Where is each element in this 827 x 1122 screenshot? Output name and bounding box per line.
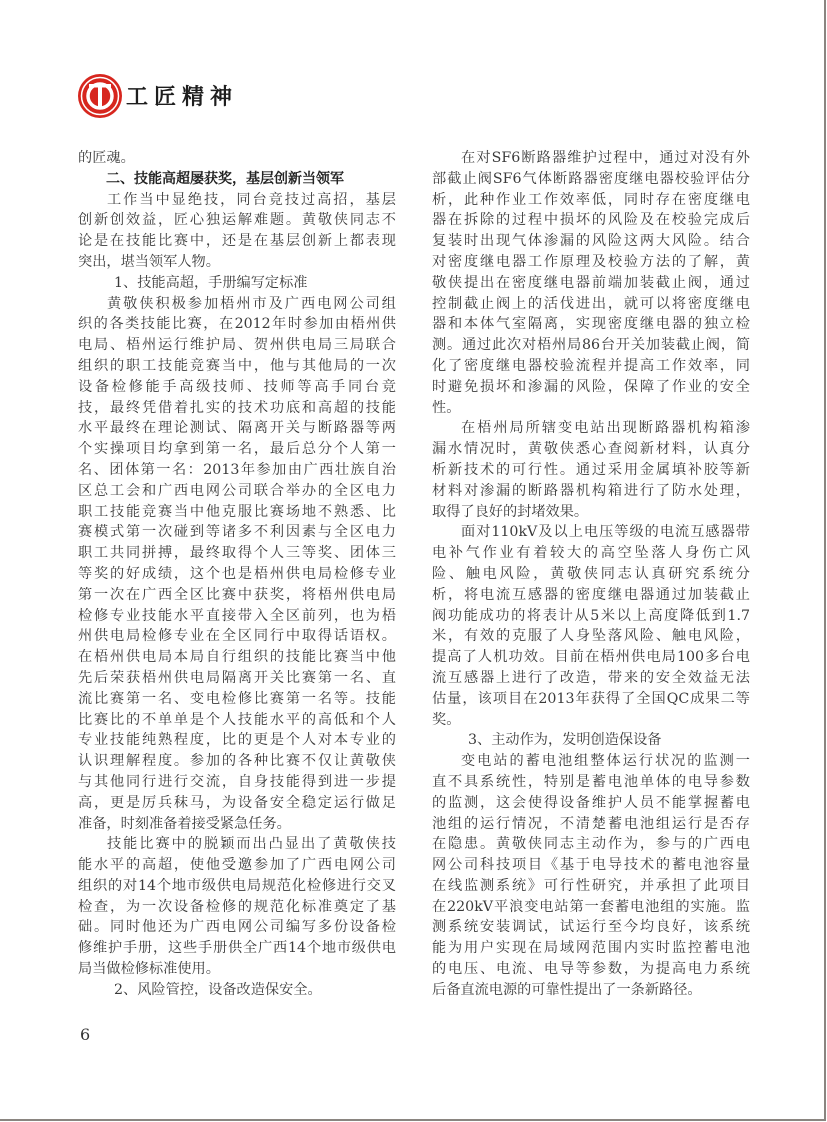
text-line: 创新创效益，匠心独运解难题。黄敬侠同志不: [78, 212, 396, 229]
text-line: 复装时出现气体渗漏的风险这两大风险。结合: [432, 233, 750, 250]
subsection-heading: 1、技能高超，手册编写定标准: [114, 274, 308, 291]
text-line: 能水平的高超，使他受邀参加了广西电网公司: [78, 857, 396, 874]
text-line: 提高了人机功效。目前在梧州供电局100多台电: [432, 649, 750, 666]
text-line: 器和本体气室隔离，实现密度继电器的独立检: [432, 316, 750, 333]
text-line: 组织的职工技能竞赛当中，他与其他局的一次: [78, 357, 396, 374]
left-column: [78, 148, 396, 1001]
text-line: 赛模式第一次碰到等诸多不利因素与全区电力: [78, 524, 396, 541]
text-line: 专业技能纯熟程度，比的更是个人对本专业的: [78, 732, 396, 749]
text-line: 工作当中显绝技，同台竞技过高招，基层: [107, 191, 396, 208]
text-line: 析新技术的可行性。通过采用金属填补胶等新: [432, 461, 750, 478]
text-line: 器在拆除的过程中损坏的风险及在校验完成后: [432, 212, 750, 229]
text-line: 的电压、电流、电导等参数，为提高电力系统: [432, 961, 750, 978]
text-line: 电局、梧州运行维护局、贺州供电局三局联合: [78, 337, 396, 354]
text-line: 流比赛第一名、变电检修比赛第一名等。技能: [78, 690, 396, 707]
text-line: 先后荣获梧州供电局隔离开关比赛第一名、直: [78, 669, 396, 686]
text-line: 技能比赛中的脱颖而出凸显出了黄敬侠技: [107, 836, 396, 853]
text-line: 的匠魂。: [78, 150, 135, 166]
union-emblem-icon: [77, 73, 123, 119]
text-line: 性。: [432, 399, 461, 416]
text-line: 区总工会和广西电网公司联合举办的全区电力: [78, 482, 396, 499]
text-line: 网公司科技项目《基于电导技术的蓄电池容量: [432, 857, 750, 874]
text-line: 测系统安装调试，试运行至今均良好，该系统: [432, 919, 750, 936]
text-line: 在隐患。黄敬侠同志主动作为，参与的广西电: [432, 836, 750, 853]
text-line: 在梧州局所辖变电站出现断路器机构箱渗: [461, 420, 750, 437]
text-line: 析，此种作业工作效率低，同时存在密度继电: [432, 191, 750, 208]
text-line: 与其他同行进行交流，自身技能得到进一步提: [78, 773, 396, 790]
section-heading: 二、技能高超屡获奖，基层创新当领军: [106, 170, 344, 187]
text-line: 突出，堪当领军人物。: [78, 253, 220, 270]
text-line: 检修专业技能水平直接带入全区前列，也为梧: [78, 607, 396, 624]
text-line: 个实操项目均拿到第一名，最后总分个人第一: [78, 441, 396, 458]
text-line: 认识理解程度。参加的各种比赛不仅让黄敬侠: [78, 753, 396, 770]
text-line: 面对110kV及以上电压等级的电流互感器带: [461, 524, 750, 541]
text-line: 设备检修能手高级技师、技师等高手同台竞: [78, 378, 396, 395]
text-line: 测。通过此次对梧州局86台开关加装截止阀，简: [432, 337, 750, 354]
text-line: 局当做检修标准使用。: [78, 961, 220, 978]
text-line: 等奖的好成绩，这个也是梧州供电局检修专业: [78, 565, 396, 582]
text-line: 比赛比的不单单是个人技能水平的高低和个人: [78, 711, 396, 728]
text-line: 准备，时刻准备着接受紧急任务。: [78, 815, 291, 832]
text-line: 织的各类技能比赛，在2012年时参加由梧州供: [78, 316, 396, 333]
text-line: 在线监测系统》可行性研究，并承担了此项目: [432, 877, 750, 894]
text-line: 电补气作业有着较大的高空坠落人身伤亡风: [432, 545, 750, 562]
text-line: 职工技能竞赛当中他克服比赛场地不熟悉、比: [78, 503, 396, 520]
text-line: 技，最终凭借着扎实的技术功底和高超的技能: [78, 399, 396, 416]
text-line: 奖。: [432, 711, 461, 728]
text-line: 敬侠提出在密度继电器前端加装截止阀，通过: [432, 274, 750, 291]
text-line: 检查，为一次设备检修的规范化标准奠定了基: [78, 898, 396, 915]
text-line: 黄敬侠积极参加梧州市及广西电网公司组: [107, 295, 396, 312]
text-line: 州供电局检修专业在全区同行中取得话语权。: [78, 628, 396, 645]
text-line: 险、触电风险，黄敬侠同志认真研究系统分: [432, 565, 750, 582]
text-line: 直不具系统性，特别是蓄电池单体的电导参数: [432, 773, 750, 790]
right-column: [432, 148, 750, 1001]
text-line: 在对SF6断路器维护过程中，通过对没有外: [461, 150, 750, 166]
text-line: 职工共同拼搏，最终取得个人三等奖、团体三: [78, 545, 396, 562]
text-line: 在梧州供电局本局自行组织的技能比赛当中他: [78, 649, 396, 666]
text-line: 部截止阀SF6气体断路器密度继电器校验评估分: [432, 170, 750, 187]
text-line: 修维护手册，这些手册供全广西14个地市级供电: [78, 940, 396, 957]
page-number: 6: [80, 1025, 91, 1044]
subsection-heading: 2、风险管控，设备改造保安全。: [114, 981, 322, 998]
text-line: 的监测，这会使得设备维护人员不能掌握蓄电: [432, 794, 750, 811]
text-line: 米，有效的克服了人身坠落风险、触电风险，: [432, 628, 750, 645]
text-line: 估量，该项目在2013年获得了全国QC成果二等: [432, 690, 750, 707]
text-line: 取得了良好的封堵效果。: [432, 503, 589, 520]
text-line: 析，将电流互感器的密度继电器通过加装截止: [432, 586, 750, 603]
text-line: 础。同时他还为广西电网公司编写多份设备检: [78, 919, 396, 936]
subsection-heading: 3、主动作为，发明创造保设备: [468, 732, 662, 749]
text-line: 化了密度继电器校验流程并提高工作效率，同: [432, 357, 750, 374]
text-line: 材料对渗漏的断路器机构箱进行了防水处理，: [432, 482, 750, 499]
text-line: 论是在技能比赛中，还是在基层创新上都表现: [78, 233, 396, 250]
text-line: 名、团体第一名：2013年参加由广西壮族自治: [78, 461, 396, 478]
text-line: 时避免损坏和渗漏的风险，保障了作业的安全: [432, 378, 750, 395]
text-line: 在220kV平浪变电站第一套蓄电池组的实施。监: [432, 898, 750, 915]
text-line: 池组的运行情况，不清楚蓄电池组运行是否存: [432, 815, 750, 832]
text-line: 变电站的蓄电池组整体运行状况的监测一: [461, 753, 750, 770]
text-line: 组织的对14个地市级供电局规范化检修进行交叉: [78, 877, 396, 894]
text-line: 漏水情况时，黄敬侠悉心查阅新材料，认真分: [432, 441, 750, 458]
text-line: 对密度继电器工作原理及校验方法的了解，黄: [432, 253, 750, 270]
text-line: 水平最终在理论测试、隔离开关与断路器等两: [78, 420, 396, 437]
text-line: 控制截止阀上的活伐进出，就可以将密度继电: [432, 295, 750, 312]
text-line: 能为用户实现在局域网范围内实时监控蓄电池: [432, 940, 750, 957]
brand-title: 工匠精神: [126, 85, 239, 110]
text-line: 第一次在广西全区比赛中获奖，将梧州供电局: [78, 586, 396, 603]
text-line: 阀功能成功的将表计从5米以上高度降低到1.7: [432, 607, 750, 624]
text-line: 流互感器上进行了改造，带来的安全效益无法: [432, 669, 750, 686]
text-line: 后备直流电源的可靠性提出了一条新路径。: [432, 981, 702, 998]
text-line: 高，更是厉兵秣马，为设备安全稳定运行做足: [78, 794, 396, 811]
